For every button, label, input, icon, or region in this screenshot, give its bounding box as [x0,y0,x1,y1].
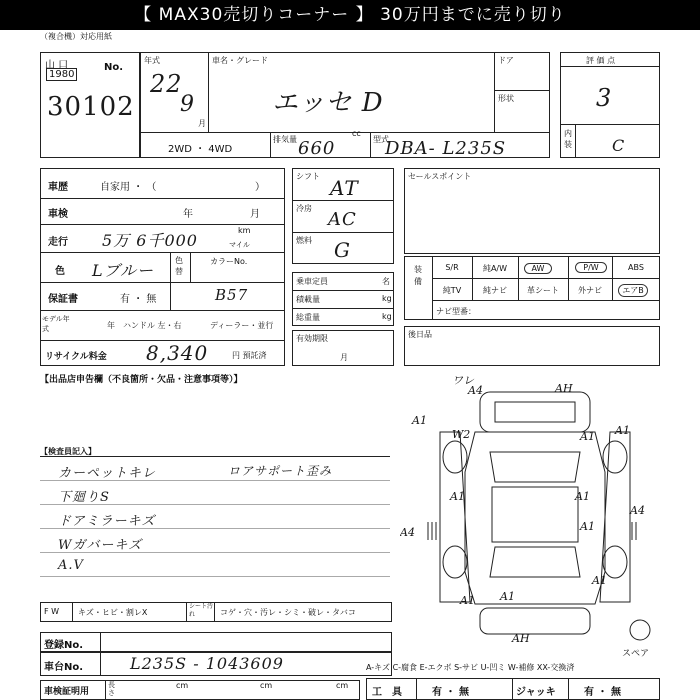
mark-a1-l: A1 [450,490,465,503]
spare-label: スペア [622,649,650,659]
option-tv: 純TV [442,286,462,295]
shape-label: 形状 [498,94,514,103]
inspection-label: 車検 [48,209,68,220]
mark-a4-l: A4 [400,526,415,539]
recycle-unit: 円 預託済 [232,351,267,360]
recycle-label: リサイクル料金 [45,352,107,362]
color-sub: 色替 [175,256,183,276]
cc-label: cc [352,129,361,138]
displacement-label: 排気量 [273,135,297,144]
jack-label: ジャッキ [516,687,556,698]
ac-value: AC [328,209,357,230]
stamp: 山 口 [45,60,69,71]
color-value: Lブルー [92,261,154,280]
lot-label: No. [104,62,124,73]
history-value: 自家用 ・ （ [100,182,157,193]
year-value: 22 [150,70,183,98]
mileage-value: 5万 6千000 [102,231,198,250]
model-value: DBA- L235S [385,138,507,159]
warranty-label: 保証書 [48,294,78,305]
cert-label: 車検証明用 [44,687,90,697]
displacement-value: 660 [298,138,336,159]
capacity-unit: 名 [382,277,390,286]
note-3: ドアミラーキズ [58,514,156,529]
mile-unit: マイル [229,241,250,249]
shift-label: シフト [296,172,320,181]
note-5: A.V [58,558,84,573]
color-label: 色 [55,266,65,277]
cm-3: cm [336,681,349,690]
mark-ah-bottom: AH [512,632,530,644]
sales-label: セールスポイント [408,172,472,181]
seat-options: コゲ・穴・汚レ・シミ・破レ・タバコ [220,608,356,617]
recycle-value: 8,340 [146,341,209,365]
later-label: 後日品 [408,330,432,339]
color-no-label: カラーNo. [210,257,248,266]
option-aw-circled: AW [524,263,552,274]
mark-a4-r: A4 [630,504,645,517]
ac-label: 冷房 [296,204,312,213]
fuel-label: 燃料 [296,236,312,245]
mark-a1-r2: A1 [580,520,595,533]
model-year-label: モデル年式 [42,315,70,333]
mark-a1-rf: A1 [580,430,595,443]
mark-a1-rf2: A1 [615,424,630,437]
option-sunroof: S/R [445,263,459,272]
reg-row [40,632,392,652]
expiry-label: 有効期限 [296,334,328,343]
seat-label: シート汚れ [189,603,214,618]
color-no-value: B57 [215,286,249,304]
mark-a1-r: A1 [575,490,590,503]
handle-label: ハンドル 左・右 [123,321,182,330]
mark-w2: W2 [452,428,471,441]
later-box [404,326,660,366]
expiry-month: 月 [340,353,348,362]
gross-label: 総重量 [296,313,320,322]
cm-1: cm [176,681,189,690]
mark-a1-lb: A1 [460,594,475,607]
option-ext-navi: 外ナビ [578,286,602,295]
fw-options: キズ・ヒビ・割レX [78,608,148,617]
month-label: 月 [198,119,206,128]
history-label: 車歴 [48,182,68,193]
mileage-label: 走行 [48,237,68,248]
car-name: エッセ D [272,88,384,118]
equip-label: 装備 [414,265,422,286]
year-label: 年式 [144,56,160,65]
fuel-value: G [334,238,351,262]
mark-a1-rear: A1 [500,590,515,603]
interior-value: C [612,136,626,155]
mark-a1-lf: A1 [412,414,427,427]
warranty-value: 有 ・ 無 [120,294,157,305]
option-leather: 革シート [527,286,559,295]
reg-label: 登録No. [44,640,84,651]
car-label: 車名・グレード [212,56,268,65]
car-damage-diagram [400,372,670,644]
page-header: 【 MAX30売切りコーナー 】 30万円までに売り切り [0,0,700,30]
door-label: ドア [498,56,514,65]
mark-ware: ワレ [452,374,474,387]
load-label: 積載量 [296,295,320,304]
option-navi: 純ナビ [483,286,507,295]
mark-ah-top: AH [555,382,573,395]
option-aw: 純A/W [482,264,508,273]
score-label: 評 価 点 [586,56,616,65]
note-right: ロアサポート歪み [228,464,333,478]
month-value: 9 [180,92,195,117]
option-pw-circled: P/W [575,262,607,273]
stamp-number: 1980 [46,68,77,81]
note-4: Wガバーキズ [58,538,143,553]
option-airbag-circled: エアB [618,284,648,297]
shift-value: AT [330,176,359,200]
load-unit: kg [382,294,392,303]
note-1: カーペットキレ [58,466,156,481]
chassis-value: L235S - 1043609 [130,654,284,673]
jack-value: 有 ・ 無 [584,687,621,698]
mark-a1-rb: A1 [592,574,607,587]
km-unit: km [238,226,251,235]
fw-label: F W [44,607,60,616]
inspection-notes-label: 【検査員記入】 [40,447,96,456]
lot-number: 30102 [47,92,135,122]
year-unit: 年 [183,209,193,220]
capacity-label: 乗車定員 [296,277,328,286]
legend: A-キズ C-腐食 E-エクボ S-サビ U-凹ミ W-補修 XX-交換済 [366,663,575,672]
tools-value: 有 ・ 無 [432,687,469,698]
year-suffix: 年 [107,321,115,330]
drive-label: 2WD ・ 4WD [168,144,233,155]
history-close: ） [255,182,265,193]
gross-unit: kg [382,312,392,321]
month-unit: 月 [250,209,260,220]
shared-note: （複合機）対応用紙 [40,32,112,41]
seller-note: 【出品店申告欄（不良箇所・欠品・注意事項等）】 [40,375,243,385]
chassis-label: 車台No. [44,662,84,673]
mark-a4-top: A4 [468,384,483,397]
interior-label: 内装 [564,129,572,149]
model-label: 型式 [373,135,389,144]
cert-sub: 長さ [108,681,115,697]
dealer-label: ディーラー・並行 [210,321,274,330]
score-value: 3 [596,84,613,112]
tools-label: 工 具 [372,687,402,698]
navi-label: ナビ型番： [436,307,476,316]
note-2: 下廻りS [58,490,110,505]
cm-2: cm [260,681,273,690]
option-abs: ABS [628,263,644,272]
